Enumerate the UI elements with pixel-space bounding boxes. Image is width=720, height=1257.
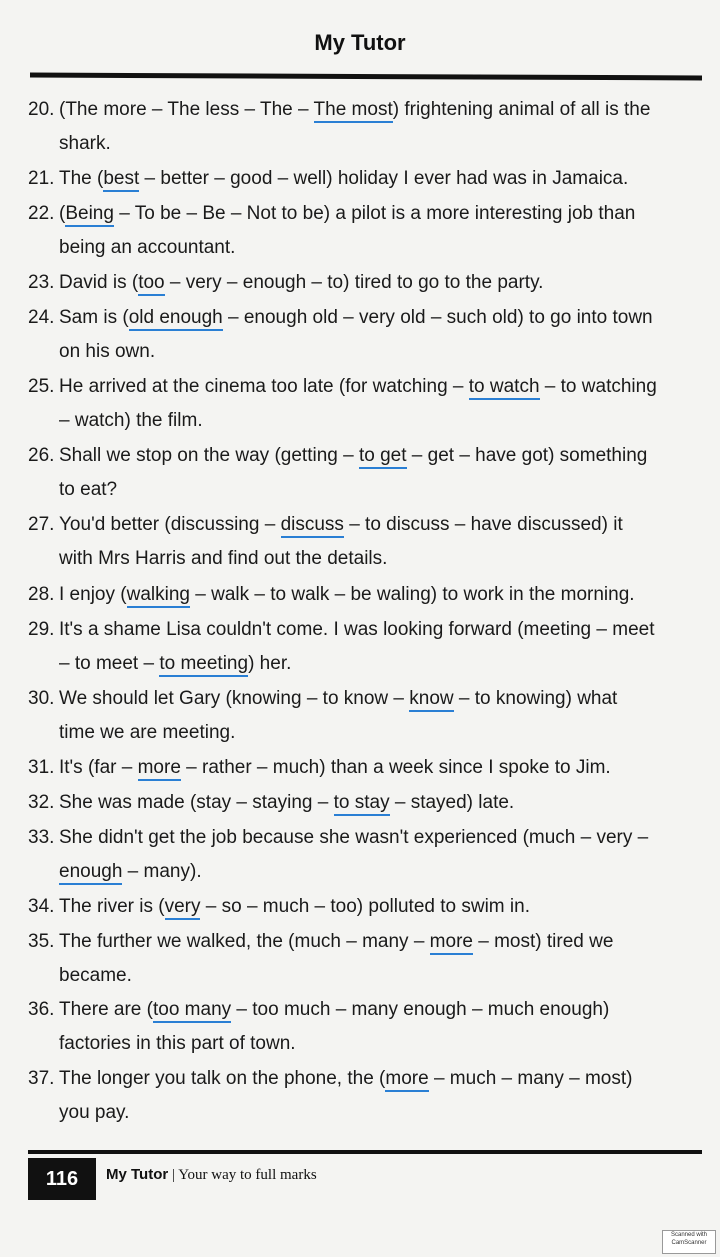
item-number: 24.: [28, 307, 55, 328]
item-text: – very – enough – to) tired to go to the party.: [164, 272, 544, 293]
item-number: 23.: [28, 272, 55, 293]
item-text: – much – many – most): [428, 1068, 633, 1089]
item-line-2: [59, 959, 132, 993]
answer-underline: enough: [59, 861, 122, 885]
answer-underline: old enough: [129, 307, 223, 331]
item-text: The longer you talk on the phone, the (: [59, 1068, 386, 1089]
item-text: – to discuss – have discussed) it: [343, 514, 623, 535]
item-line-1: [59, 266, 543, 300]
item-number: 36.: [28, 999, 55, 1020]
item-number: 27.: [28, 514, 55, 535]
answer-underline: know: [409, 688, 453, 712]
answer-underline: to get: [359, 445, 407, 469]
header-divider: [30, 73, 702, 81]
item-text: ) her.: [248, 653, 292, 674]
item-text: (The more – The less – The –: [59, 99, 314, 120]
scanner-line-1: Scanned with: [670, 1232, 708, 1238]
answer-underline: The most: [314, 99, 393, 123]
item-text: with Mrs Harris and find out the details.: [59, 548, 388, 569]
item-line-1: [59, 578, 635, 612]
item-text: (: [59, 203, 66, 224]
item-text: – better – good – well) holiday I ever had was in Jamaica.: [139, 168, 629, 189]
footer-separator: |: [171, 1167, 175, 1183]
item-line-1: [59, 993, 609, 1027]
item-number: 34.: [28, 896, 55, 917]
item-text: David is (: [59, 272, 139, 293]
answer-underline: very: [165, 896, 201, 920]
item-text: factories in this part of town.: [59, 1033, 296, 1054]
item-text: – get – have got) something: [406, 445, 648, 466]
item-text: being an accountant.: [59, 237, 236, 258]
item-number: 35.: [28, 931, 55, 952]
item-text: Shall we stop on the way (getting –: [59, 445, 359, 466]
scanner-watermark: [662, 1230, 716, 1254]
item-line-2: [59, 231, 235, 265]
item-number: 33.: [28, 827, 55, 848]
page-title: My Tutor: [314, 30, 406, 55]
item-line-1: [59, 613, 654, 647]
item-number: 29.: [28, 619, 55, 640]
item-text: There are (: [59, 999, 153, 1020]
item-text: – so – much – too) polluted to swim in.: [200, 896, 530, 917]
item-number: 37.: [28, 1068, 55, 1089]
answer-underline: more: [138, 757, 181, 781]
item-text: – to meet –: [59, 653, 160, 674]
item-line-1: [59, 890, 530, 924]
answer-underline: more: [430, 931, 473, 955]
item-line-2: [59, 855, 202, 889]
answer-underline: too: [138, 272, 164, 296]
item-number: 20.: [28, 99, 55, 120]
item-text: ) frightening animal of all is the: [392, 99, 651, 120]
item-text: time we are meeting.: [59, 722, 236, 743]
item-text: – many).: [122, 861, 202, 882]
item-text: – to watching: [539, 376, 657, 397]
item-text: on his own.: [59, 341, 156, 362]
item-text: became.: [59, 965, 132, 986]
item-number: 30.: [28, 688, 55, 709]
answer-underline: to stay: [334, 792, 390, 816]
footer-brand: My Tutor: [106, 1166, 169, 1183]
item-text: – too much – many enough – much enough): [231, 999, 610, 1020]
item-number: 28.: [28, 584, 55, 605]
item-text: shark.: [59, 133, 111, 154]
answer-underline: to watch: [469, 376, 540, 400]
item-number: 31.: [28, 757, 55, 778]
item-line-1: [59, 439, 647, 473]
item-text: – To be – Be – Not to be) a pilot is a more interesting job than: [113, 203, 636, 224]
item-text: – most) tired we: [472, 931, 614, 952]
answer-underline: discuss: [281, 514, 344, 538]
item-line-1: [59, 1062, 632, 1096]
footer-tagline: [106, 1166, 317, 1184]
item-number: 26.: [28, 445, 55, 466]
page-number: 116: [28, 1158, 96, 1200]
item-number: 32.: [28, 792, 55, 813]
item-line-2: [59, 1096, 129, 1130]
item-line-1: [59, 925, 613, 959]
item-line-2: [59, 335, 155, 369]
item-text: – stayed) late.: [389, 792, 515, 813]
item-number: 22.: [28, 203, 55, 224]
item-text: We should let Gary (knowing – to know –: [59, 688, 410, 709]
item-number: 21.: [28, 168, 55, 189]
item-number: 25.: [28, 376, 55, 397]
item-text: It's (far –: [59, 757, 138, 778]
item-text: – to knowing) what: [453, 688, 618, 709]
item-line-1: [59, 93, 650, 127]
item-text: She was made (stay – staying –: [59, 792, 334, 813]
item-text: – rather – much) than a week since I spoke to Jim.: [180, 757, 611, 778]
item-text: The (: [59, 168, 104, 189]
answer-underline: too many: [153, 999, 231, 1023]
item-text: You'd better (discussing –: [59, 514, 281, 535]
item-text: to eat?: [59, 479, 118, 500]
answer-underline: Being: [65, 203, 114, 227]
item-text: – enough old – very old – such old) to go into town: [222, 307, 653, 328]
item-line-2: [59, 404, 203, 438]
item-line-1: [59, 682, 617, 716]
item-text: She didn't get the job because she wasn't experienced (much – very –: [59, 827, 649, 848]
item-line-1: [59, 751, 611, 785]
item-text: – watch) the film.: [59, 410, 203, 431]
item-line-1: [59, 197, 635, 231]
item-line-2: [59, 1027, 296, 1061]
item-text: He arrived at the cinema too late (for watching –: [59, 376, 469, 397]
answer-underline: to meeting: [159, 653, 248, 677]
item-text: The river is (: [59, 896, 165, 917]
item-line-2: [59, 542, 387, 576]
item-text: The further we walked, the (much – many –: [59, 931, 430, 952]
item-line-1: [59, 786, 514, 820]
answer-underline: more: [385, 1068, 428, 1092]
item-text: Sam is (: [59, 307, 129, 328]
item-line-1: [59, 821, 648, 855]
item-line-1: [59, 370, 657, 404]
item-line-2: [59, 473, 117, 507]
item-line-1: [59, 301, 653, 335]
item-text: you pay.: [59, 1102, 130, 1123]
answer-underline: best: [103, 168, 139, 192]
item-line-2: [59, 716, 235, 750]
item-line-1: [59, 162, 628, 196]
answer-underline: walking: [127, 584, 190, 608]
item-line-1: [59, 508, 623, 542]
item-text: – walk – to walk – be waling) to work in the morning.: [189, 584, 635, 605]
footer-slogan: Your way to full marks: [178, 1167, 317, 1183]
scanner-line-2: CamScanner: [671, 1240, 707, 1246]
item-line-2: [59, 127, 111, 161]
item-line-2: [59, 647, 291, 681]
item-text: I enjoy (: [59, 584, 127, 605]
item-text: It's a shame Lisa couldn't come. I was looking forward (meeting – meet: [59, 619, 655, 640]
footer-divider: [28, 1150, 702, 1154]
